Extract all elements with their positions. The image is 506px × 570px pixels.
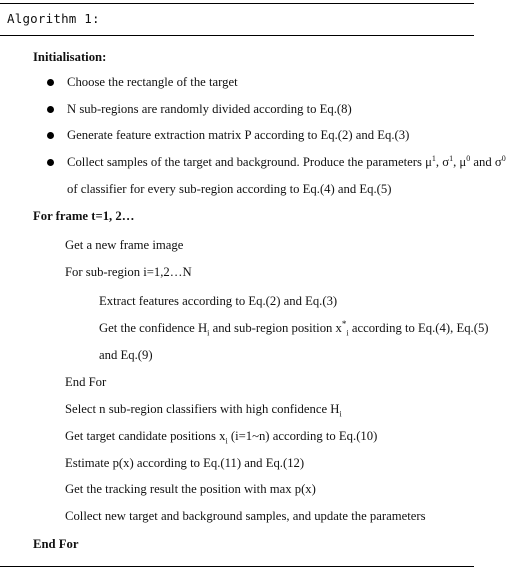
for-frame-heading: For frame t=1, 2… <box>33 209 135 223</box>
sigma1-superscript: 1 <box>449 153 454 163</box>
sigma1-text: , σ <box>435 155 450 169</box>
bullet-dot <box>47 132 54 139</box>
bottom-rule <box>0 566 474 567</box>
title-rule <box>0 35 474 36</box>
end-for-outer: End For <box>33 537 79 551</box>
sigma0-text: and σ <box>470 155 502 169</box>
init-heading: Initialisation: <box>33 50 107 64</box>
extract-line: Extract features according to Eq.(2) and Eq.(3) <box>99 294 338 308</box>
select-line <box>65 402 342 417</box>
candidates-text: Get target candidate positions x <box>65 429 226 443</box>
h-subscript: i <box>207 328 210 338</box>
algorithm-title: Algorithm 1: <box>7 11 100 26</box>
bullet-item-4-continuation: of classifier for every sub-region according to Eq.(4) and Eq.(5) <box>67 182 392 196</box>
equation-refs: according to Eq.(4), Eq.(5) <box>348 321 489 335</box>
mu1-superscript: 1 <box>431 153 436 163</box>
select-h-subscript: i <box>339 409 342 419</box>
mu0-text: , μ <box>453 155 467 169</box>
get-frame-line: Get a new frame image <box>65 238 184 252</box>
tracking-line: Get the tracking result the position with max p(x) <box>65 482 316 496</box>
top-rule <box>0 3 474 4</box>
estimate-line: Estimate p(x) according to Eq.(11) and Eq.(12) <box>65 456 305 470</box>
candidates-line <box>65 429 377 444</box>
for-subregion-line: For sub-region i=1,2…N <box>65 265 192 279</box>
bullet-item-3: Generate feature extraction matrix P according to Eq.(2) and Eq.(3) <box>67 128 410 142</box>
candidates-x-subscript: i <box>225 436 228 446</box>
end-for-inner: End For <box>65 375 107 389</box>
bullet-item-4 <box>67 155 506 170</box>
candidates-range: (i=1~n) according to Eq.(10) <box>227 429 378 443</box>
collect-line: Collect new target and background samples, and update the parameters <box>65 509 426 523</box>
bullet-4-text: Collect samples of the target and background. Produce the parameters μ <box>67 155 432 169</box>
bullet-dot <box>47 159 54 166</box>
position-text: and sub-region position x <box>209 321 342 335</box>
x-superscript: * <box>341 318 347 329</box>
bullet-item-1: Choose the rectangle of the target <box>67 75 238 89</box>
bullet-dot <box>47 106 54 113</box>
bullet-item-2: N sub-regions are randomly divided according to Eq.(8) <box>67 102 352 116</box>
select-text: Select n sub-region classifiers with high confidence H <box>65 402 340 416</box>
confidence-continuation: and Eq.(9) <box>99 348 153 362</box>
mu0-superscript: 0 <box>466 153 471 163</box>
x-subscript: i <box>346 328 349 338</box>
confidence-line <box>99 318 489 338</box>
confidence-text: Get the confidence H <box>99 321 208 335</box>
sigma0-superscript: 0 <box>501 153 506 163</box>
bullet-dot <box>47 79 54 86</box>
